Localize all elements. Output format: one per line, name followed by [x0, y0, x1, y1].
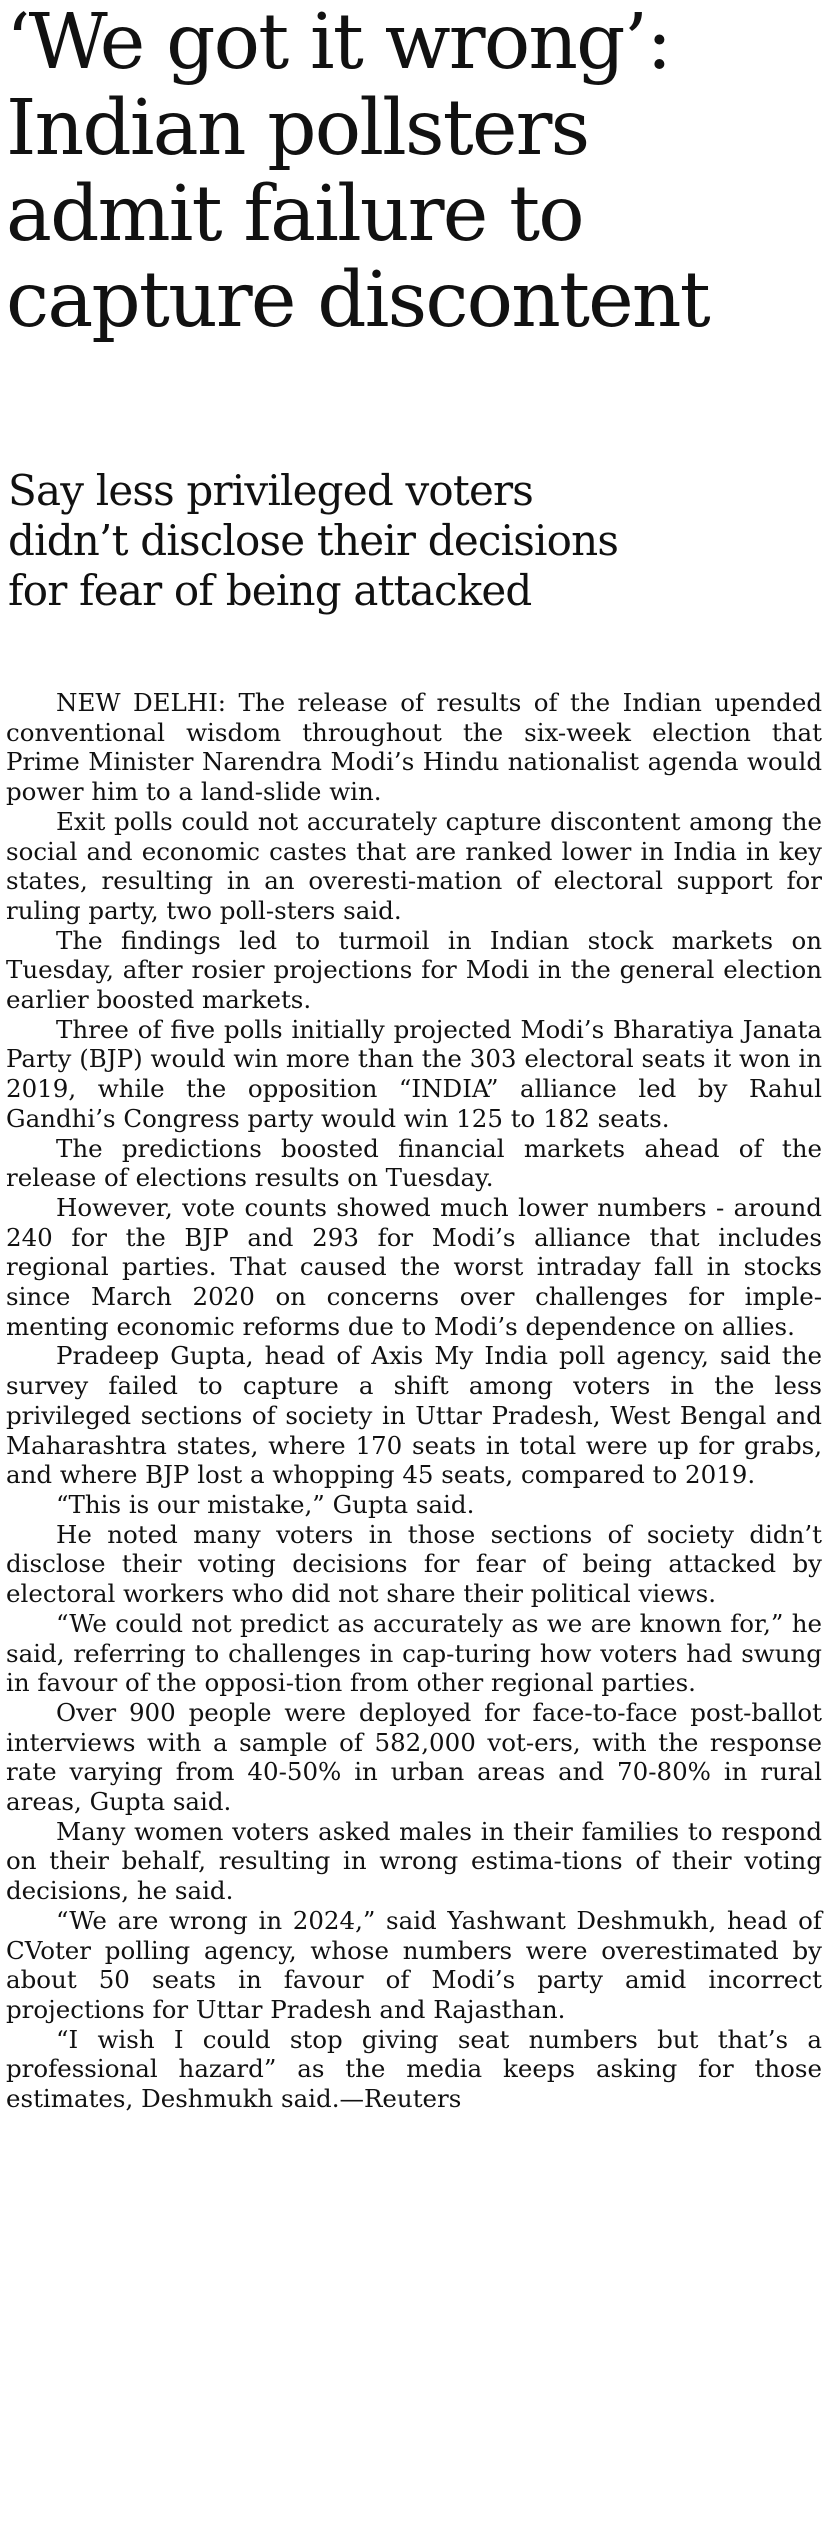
- body-paragraph: The findings led to turmoil in Indian stock markets on Tuesday, after rosier projections for Modi in the general election earlier boosted markets.: [6, 925, 822, 1015]
- body-paragraph-quote: “We are wrong in 2024,” said Yashwant Deshmukh, head of CVoter polling agency, whose numbers were overestimated by about 50 seats in favour of Modi’s party amid incorrect projections for Uttar Pradesh and Rajasthan.: [6, 1905, 822, 2024]
- headline: [6, 0, 832, 344]
- subheadline-line-1: Say less privileged voters: [8, 466, 534, 515]
- subheadline: [8, 466, 788, 616]
- body-paragraph: Three of five polls initially projected Modi’s Bharatiya Janata Party (BJP) would win more than the 303 electoral seats it won in 2019, while the opposition “INDIA” alliance led by Rahul Gandhi’s Congress party would win 125 to 182 seats.: [6, 1014, 822, 1133]
- body-paragraph: Over 900 people were deployed for face-to-face post-ballot interviews with a sample of 582,000 vot-ers, with the response rate varying from 40-50% in urban areas and 70-80% in rural areas, Gupta said.: [6, 1697, 822, 1817]
- body-paragraph: Pradeep Gupta, head of Axis My India poll agency, said the survey failed to capture a shift among voters in the less privileged sections of society in Uttar Pradesh, West Bengal and Maharashtra states, where 170 seats in total were up for grabs, and where BJP lost a whopping 45 seats, compared to 2019.: [6, 1341, 822, 1490]
- body-paragraph: Many women voters asked males in their families to respond on their behalf, resulting in wrong estima-tions of their voting decisions, he said.: [6, 1816, 822, 1906]
- headline-line-1: ‘We got it wrong’:: [6, 0, 671, 87]
- body-paragraph-dateline: NEW DELHI: The release of results of the Indian upended conventional wisdom throughout the six-week election that Prime Minister Narendra Modi’s Hindu nationalist agenda would power him to a land-slide win.: [6, 688, 822, 807]
- body-paragraph-quote: “This is our mistake,” Gupta said.: [56, 1489, 475, 1519]
- body-paragraph-closing: “I wish I could stop giving seat numbers but that’s a professional hazard” as the media keeps asking for those estimates, Deshmukh said.—Reuters: [6, 2024, 822, 2114]
- headline-line-2: Indian pollsters: [6, 84, 589, 173]
- body-paragraph: Exit polls could not accurately capture discontent among the social and economic castes that are ranked lower in India in key states, resulting in an overesti-mation of electoral support for ruling party, two poll-sters said.: [6, 806, 822, 925]
- body-paragraph-quote: “We could not predict as accurately as we are known for,” he said, referring to challenges in cap-turing how voters had swung in favour of the opposi-tion from other regional parties.: [6, 1608, 822, 1698]
- subheadline-line-3: for fear of being attacked: [8, 566, 532, 615]
- subheadline-line-2: didn’t disclose their decisions: [8, 516, 619, 565]
- body-paragraph: However, vote counts showed much lower numbers - around 240 for the BJP and 293 for Modi’s alliance that includes regional parties. That caused the worst intraday fall in stocks since March 2020 on concerns over challenges for imple-menting economic reforms due to Modi’s dependence on allies.: [6, 1192, 822, 1341]
- article-body: [6, 688, 822, 2114]
- body-paragraph: He noted many voters in those sections of society didn’t disclose their voting decisions for fear of being attacked by electoral workers who did not share their political views.: [6, 1519, 822, 1609]
- headline-line-4: capture discontent: [6, 256, 709, 345]
- headline-line-3: admit failure to: [6, 170, 583, 259]
- body-paragraph: The predictions boosted financial markets ahead of the release of elections results on Tuesday.: [6, 1133, 822, 1193]
